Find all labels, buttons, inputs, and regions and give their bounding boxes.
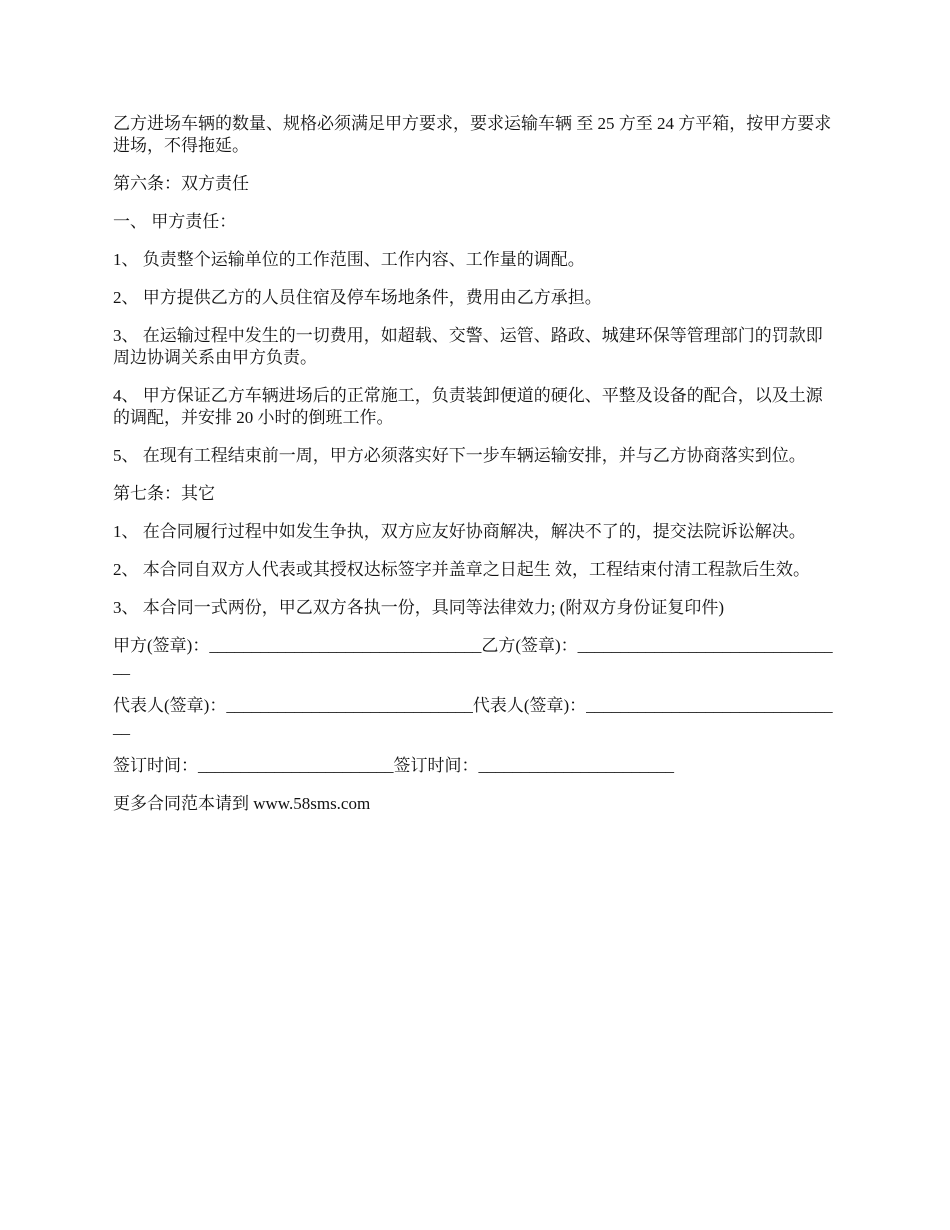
clause-4: 4、 甲方保证乙方车辆进场后的正常施工，负责装卸便道的硬化、平整及设备的配合，以及土源的调配，并安排 20 小时的倒班工作。 (113, 386, 823, 427)
signature-line-parties: 甲方(签章)：________________________________乙方(签章)：________________________________ (113, 636, 833, 677)
footer-more-templates: 更多合同范本请到 www.58sms.com (113, 794, 371, 813)
other-clause-2: 2、 本合同自双方人代表或其授权达标签字并盖章之日起生 效，工程结束付清工程款后生效。 (113, 560, 810, 579)
clause-3: 3、 在运输过程中发生的一切费用，如超载、交警、运管、路政、城建环保等管理部门的罚款即周边协调关系由甲方负责。 (113, 326, 823, 367)
other-clause-1: 1、 在合同履行过程中如发生争执，双方应友好协商解决，解决不了的，提交法院诉讼解决。 (113, 522, 806, 541)
clause-1: 1、 负责整个运输单位的工作范围、工作内容、工作量的调配。 (113, 250, 585, 269)
clause-2: 2、 甲方提供乙方的人员住宿及停车场地条件，费用由乙方承担。 (113, 288, 602, 307)
subheading-party-a-duties: 一、 甲方责任： (113, 212, 237, 231)
section-heading-article-7: 第七条：其它 (113, 484, 215, 503)
section-heading-article-6: 第六条：双方责任 (113, 174, 249, 193)
paragraph-vehicle-requirements: 乙方进场车辆的数量、规格必须满足甲方要求，要求运输车辆 至 25 方至 24 方平箱，按甲方要求进场，不得拖延。 (113, 114, 832, 155)
other-clause-3: 3、 本合同一式两份，甲乙双方各执一份，具同等法律效力; (附双方身份证复印件) (113, 598, 725, 617)
clause-5: 5、 在现有工程结束前一周，甲方必须落实好下一步车辆运输安排，并与乙方协商落实到位。 (113, 446, 806, 465)
document-body (113, 113, 837, 831)
signature-line-dates: 签订时间：_______________________签订时间：_______________________ (113, 756, 674, 775)
signature-line-representatives: 代表人(签章)：_____________________________代表人(签章)：_______________________________ (113, 696, 833, 737)
